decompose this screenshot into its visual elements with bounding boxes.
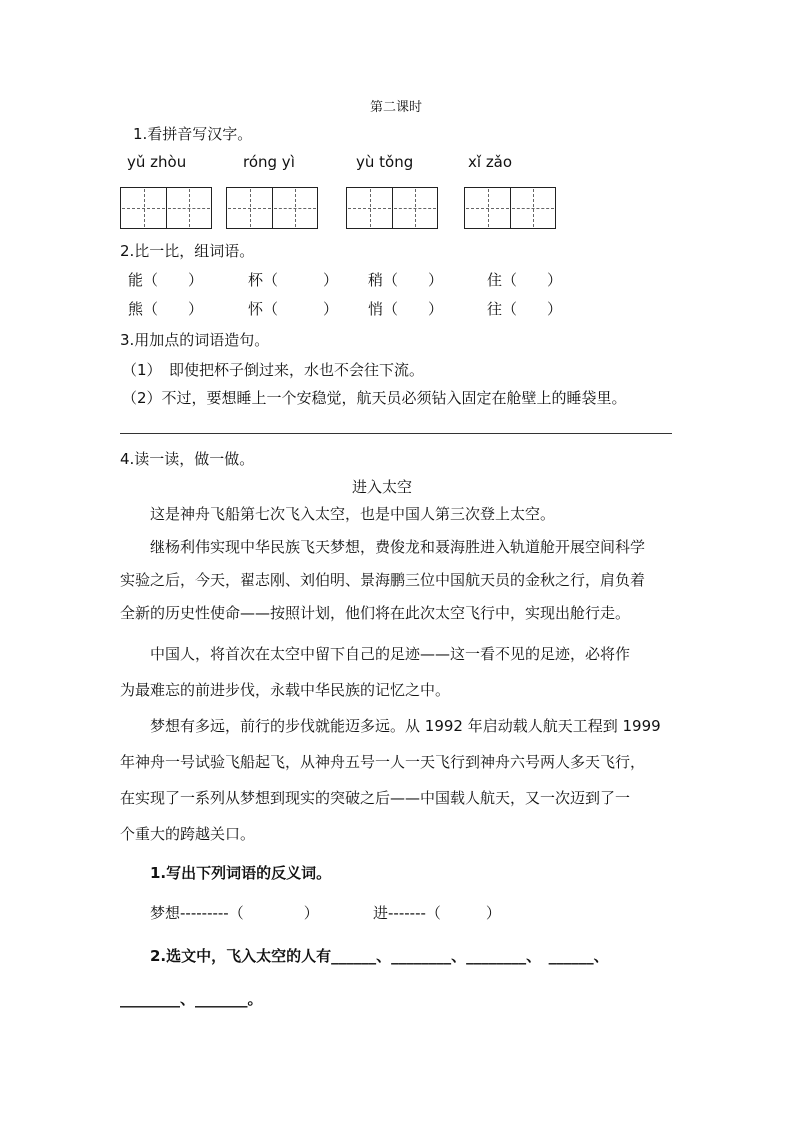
passage-line: 继杨利伟实现中华民族飞天梦想，费俊龙和聂海胜进入轨道舱开展空间科学 — [150, 538, 646, 556]
grid-cell[interactable] — [272, 188, 317, 228]
grid-cell[interactable] — [392, 188, 437, 228]
compare-word: 往（ ） — [487, 300, 563, 318]
passage-line: 这是神舟飞船第七次飞入太空，也是中国人第三次登上太空。 — [150, 505, 556, 523]
writing-grid-3[interactable] — [346, 187, 438, 229]
grid-cell[interactable] — [347, 188, 392, 228]
writing-grid-2[interactable] — [226, 187, 318, 229]
passage-line: 年神舟一号试验飞船起飞，从神舟五号一人一天飞行到神舟六号两人多天飞行， — [120, 753, 646, 771]
compare-word: 怀（ ） — [248, 300, 339, 318]
pinyin-2: róng yì — [243, 153, 295, 171]
grid-cell[interactable] — [227, 188, 272, 228]
passage-line: 实验之后，今天，翟志刚、刘伯明、景海鹏三位中国航天员的金秋之行，肩负着 — [120, 571, 646, 589]
pinyin-1: yǔ zhòu — [127, 153, 187, 171]
grid-cell[interactable] — [465, 188, 510, 228]
grid-cell[interactable] — [510, 188, 555, 228]
page-title: 第二课时 — [370, 100, 423, 115]
pinyin-4: xǐ zǎo — [468, 153, 513, 171]
compare-word: 稍（ ） — [368, 271, 444, 289]
grid-cell[interactable] — [121, 188, 166, 228]
compare-word: 熊（ ） — [128, 300, 204, 318]
passage-title: 进入太空 — [352, 478, 413, 496]
compare-word: 能（ ） — [128, 271, 204, 289]
compare-word: 悄（ ） — [368, 300, 444, 318]
antonym-item-1[interactable]: 梦想---------（ ） — [150, 904, 319, 922]
answer-line[interactable] — [120, 433, 672, 434]
writing-grid-1[interactable] — [120, 187, 212, 229]
compare-word: 住（ ） — [487, 271, 563, 289]
antonym-item-2[interactable]: 进-------（ ） — [373, 904, 501, 922]
sub2-line-2[interactable]: ________、_______。 — [120, 990, 263, 1008]
sub1-heading: 1.写出下列词语的反义词。 — [150, 864, 332, 882]
passage-line: 个重大的跨越关口。 — [120, 825, 256, 843]
q3-item-1: （1） 即使把杯子倒过来，水也不会往下流。 — [122, 361, 425, 379]
grid-cell[interactable] — [166, 188, 211, 228]
q3-heading: 3.用加点的词语造句。 — [120, 331, 270, 349]
passage-line: 为最难忘的前进步伐，永载中华民族的记忆之中。 — [120, 681, 451, 699]
passage-line: 梦想有多远，前行的步伐就能迈多远。从 1992 年启动载人航天工程到 1999 — [150, 717, 661, 735]
q1-heading: 1.看拼音写汉字。 — [133, 125, 253, 143]
pinyin-3: yù tǒng — [356, 153, 414, 171]
writing-grid-4[interactable] — [464, 187, 556, 229]
compare-word: 杯（ ） — [248, 271, 339, 289]
passage-line: 在实现了一系列从梦想到现实的突破之后——中国载人航天，又一次迈到了一 — [120, 789, 631, 807]
sub2-line-1[interactable]: 2.选文中，飞入太空的人有______、________、________、 ______、 — [150, 947, 609, 965]
passage-line: 中国人，将首次在太空中留下自己的足迹——这一看不见的足迹，必将作 — [150, 645, 631, 663]
q2-heading: 2.比一比，组词语。 — [120, 242, 255, 260]
q4-heading: 4.读一读，做一做。 — [120, 450, 255, 468]
passage-line: 全新的历史性使命——按照计划，他们将在此次太空飞行中，实现出舱行走。 — [120, 604, 631, 622]
q3-item-2: （2）不过，要想睡上一个安稳觉，航天员必须钻入固定在舱壁上的睡袋里。 — [122, 389, 627, 407]
